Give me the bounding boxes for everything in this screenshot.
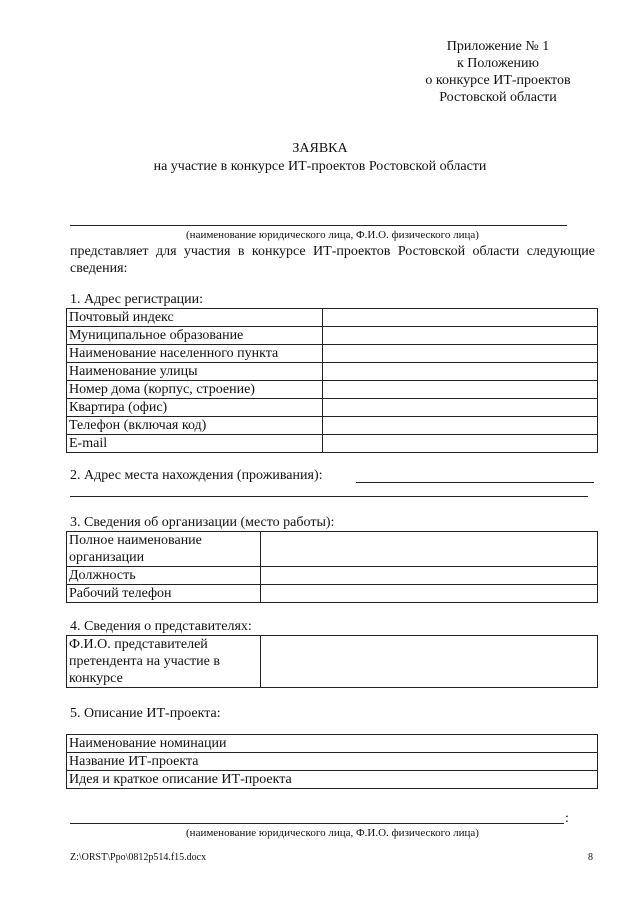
work-phone-field[interactable] — [260, 585, 597, 603]
table-row — [67, 735, 598, 753]
project-idea-field[interactable]: Идея и краткое описание ИТ-проекта — [67, 771, 598, 789]
organization-table — [66, 531, 598, 603]
table-row — [67, 345, 598, 363]
row-label: Муниципальное образование — [67, 327, 323, 345]
email-field[interactable] — [322, 435, 597, 453]
position-field[interactable] — [260, 567, 597, 585]
section-2-title: 2. Адрес места нахождения (проживания): — [70, 468, 323, 483]
postal-code-field[interactable] — [322, 309, 597, 327]
section-4-title: 4. Сведения о представителях: — [70, 619, 252, 634]
table-row — [67, 585, 598, 603]
row-label: Почтовый индекс — [67, 309, 323, 327]
locality-field[interactable] — [322, 345, 597, 363]
row-label — [67, 532, 261, 567]
house-number-field[interactable] — [322, 381, 597, 399]
nomination-field[interactable]: Наименование номинации — [67, 735, 598, 753]
row-label: Должность — [67, 567, 261, 585]
table-row — [67, 636, 598, 688]
appendix-line-2: к Положению — [456, 56, 539, 71]
table-row — [67, 363, 598, 381]
street-field[interactable] — [322, 363, 597, 381]
table-row — [67, 309, 598, 327]
section-1-title: 1. Адрес регистрации: — [70, 292, 204, 307]
section-3-title: 3. Сведения об организации (место работы): — [70, 515, 335, 530]
appendix-line-1: Приложение № 1 — [446, 39, 550, 54]
table-row — [67, 771, 598, 789]
phone-field[interactable] — [322, 417, 597, 435]
row-label: Телефон (включая код) — [67, 417, 323, 435]
municipality-field[interactable] — [322, 327, 597, 345]
registration-address-table — [66, 308, 598, 453]
signature-line[interactable] — [70, 823, 564, 824]
signature-colon: : — [565, 811, 569, 826]
representatives-field[interactable] — [260, 636, 597, 688]
row-label-line: Ф.И.О. представителей — [69, 637, 208, 652]
document-title — [0, 140, 640, 176]
location-address-line-1[interactable] — [356, 482, 594, 483]
table-row — [67, 567, 598, 585]
row-label: Квартира (офис) — [67, 399, 323, 417]
row-label: Рабочий телефон — [67, 585, 261, 603]
section-5-title: 5. Описание ИТ-проекта: — [70, 706, 221, 721]
row-label-line: организации — [69, 550, 145, 565]
row-label: Наименование улицы — [67, 363, 323, 381]
location-address-line-2[interactable] — [70, 496, 588, 497]
table-row — [67, 435, 598, 453]
row-label-line: конкурсе — [69, 671, 123, 686]
table-row — [67, 417, 598, 435]
row-label: Номер дома (корпус, строение) — [67, 381, 323, 399]
project-name-field[interactable]: Название ИТ-проекта — [67, 753, 598, 771]
row-label — [67, 636, 261, 688]
title-heading: ЗАЯВКА — [292, 141, 348, 156]
apartment-field[interactable] — [322, 399, 597, 417]
organization-name-field[interactable] — [260, 532, 597, 567]
table-row — [67, 327, 598, 345]
applicant-caption: (наименование юридического лица, Ф.И.О. физического лица) — [186, 229, 479, 241]
signature-caption: (наименование юридического лица, Ф.И.О. физического лица) — [186, 827, 479, 839]
applicant-name-line[interactable] — [70, 225, 567, 226]
representatives-table — [66, 635, 598, 688]
project-description-table — [66, 734, 598, 789]
table-row — [67, 532, 598, 567]
appendix-line-3: о конкурсе ИТ-проектов — [425, 73, 571, 88]
title-subheading: на участие в конкурсе ИТ-проектов Ростовской области — [153, 159, 487, 174]
table-row — [67, 399, 598, 417]
page-number: 8 — [588, 852, 593, 863]
table-row — [67, 381, 598, 399]
row-label-line: Полное наименование — [69, 533, 202, 548]
row-label: E-mail — [67, 435, 323, 453]
table-row — [67, 753, 598, 771]
appendix-line-4: Ростовской области — [439, 90, 557, 105]
row-label: Наименование населенного пункта — [67, 345, 323, 363]
applicant-intro: представляет для участия в конкурсе ИТ-проектов Ростовской области следующие сведения: — [70, 244, 595, 276]
row-label-line: претендента на участие в — [69, 654, 220, 669]
appendix-header — [400, 38, 596, 106]
file-path: Z:\ORST\Ppo\0812p514.f15.docx — [70, 852, 207, 863]
